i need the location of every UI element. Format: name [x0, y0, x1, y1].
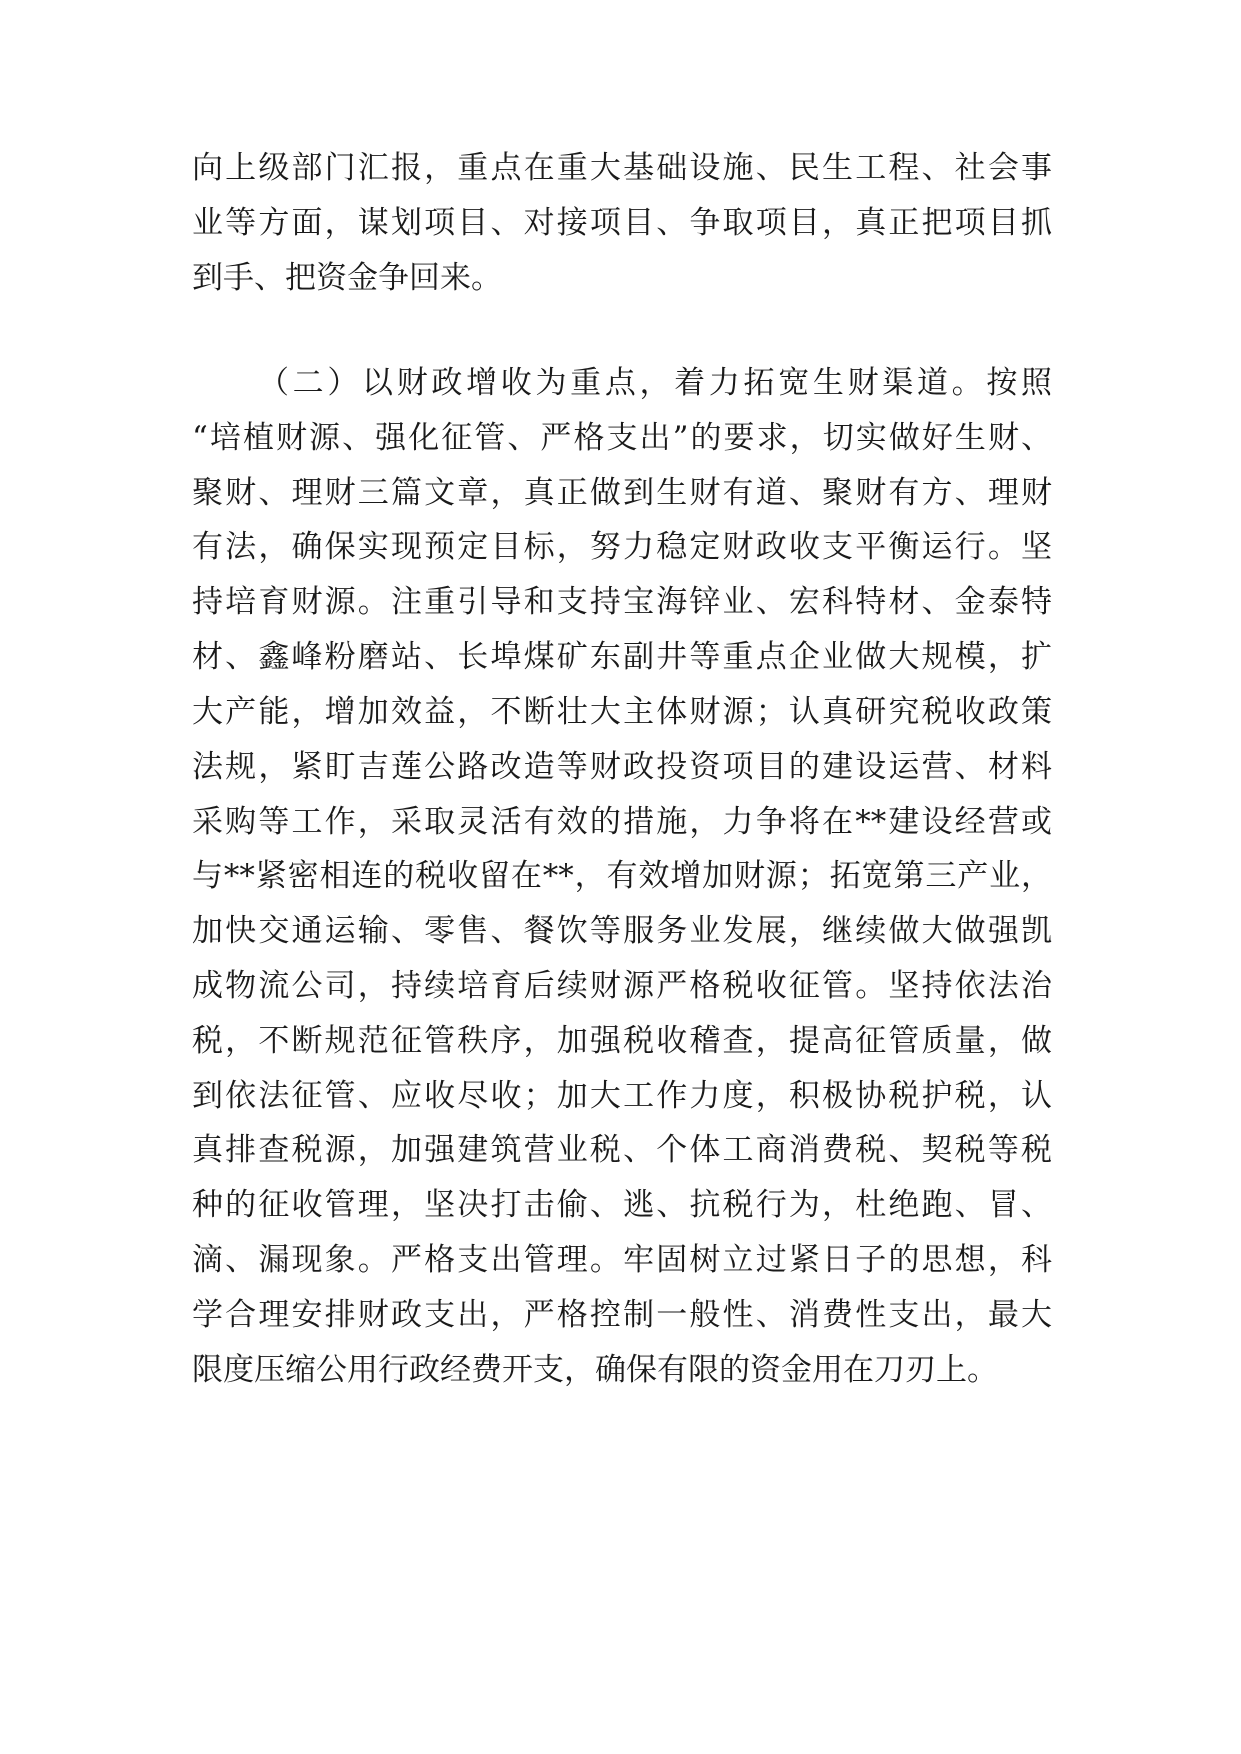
- paragraph-1-line-2: 业等方面，谋划项目、对接项目、争取项目，真正把项目抓: [192, 205, 1052, 241]
- paragraph-2-line-19: 限度压缩公用行政经费开支，确保有限的资金用在刀刃上。: [192, 1352, 998, 1388]
- paragraph-2-line-8: 法规，紧盯吉莲公路改造等财政投资项目的建设运营、材料: [192, 749, 1052, 785]
- paragraph-2-line-13: 税，不断规范征管秩序，加强税收稽查，提高征管质量，做: [192, 1023, 1052, 1059]
- paragraph-2-line-14: 到依法征管、应收尽收；加大工作力度，积极协税护税，认: [192, 1078, 1052, 1114]
- paragraph-2-line-17: 滴、漏现象。严格支出管理。牢固树立过紧日子的思想，科: [192, 1242, 1052, 1278]
- paragraph-2-line-3: 聚财、理财三篇文章，真正做到生财有道、聚财有方、理财: [192, 475, 1052, 511]
- paragraph-1-line-1: 向上级部门汇报，重点在重大基础设施、民生工程、社会事: [192, 150, 1052, 186]
- paragraph-2-line-6: 材、鑫峰粉磨站、长埠煤矿东副井等重点企业做大规模，扩: [192, 639, 1052, 675]
- paragraph-2-line-11: 加快交通运输、零售、餐饮等服务业发展，继续做大做强凯: [192, 913, 1052, 949]
- paragraph-2-line-10: 与**紧密相连的税收留在**，有效增加财源；拓宽第三产业，: [192, 858, 1052, 894]
- paragraph-2-line-9: 采购等工作，采取灵活有效的措施，力争将在**建设经营或: [192, 804, 1052, 840]
- paragraph-2-line-7: 大产能，增加效益，不断壮大主体财源；认真研究税收政策: [192, 694, 1052, 730]
- paragraph-2-line-2: “培植财源、强化征管、严格支出”的要求，切实做好生财、: [192, 420, 1052, 456]
- paragraph-2-line-12: 成物流公司，持续培育后续财源严格税收征管。坚持依法治: [192, 968, 1052, 1004]
- paragraph-2-line-18: 学合理安排财政支出，严格控制一般性、消费性支出，最大: [192, 1297, 1052, 1333]
- paragraph-2-line-4: 有法，确保实现预定目标，努力稳定财政收支平衡运行。坚: [192, 529, 1052, 565]
- paragraph-2-line-16: 种的征收管理，坚决打击偷、逃、抗税行为，杜绝跑、冒、: [192, 1187, 1052, 1223]
- paragraph-2-line-5: 持培育财源。注重引导和支持宝海锌业、宏科特材、金泰特: [192, 584, 1052, 620]
- paragraph-1-line-3: 到手、把资金争回来。: [192, 260, 502, 296]
- section-heading-line: （二）以财政增收为重点，着力拓宽生财渠道。按照: [258, 365, 1052, 401]
- paragraph-2-line-15: 真排查税源，加强建筑营业税、个体工商消费税、契税等税: [192, 1132, 1052, 1168]
